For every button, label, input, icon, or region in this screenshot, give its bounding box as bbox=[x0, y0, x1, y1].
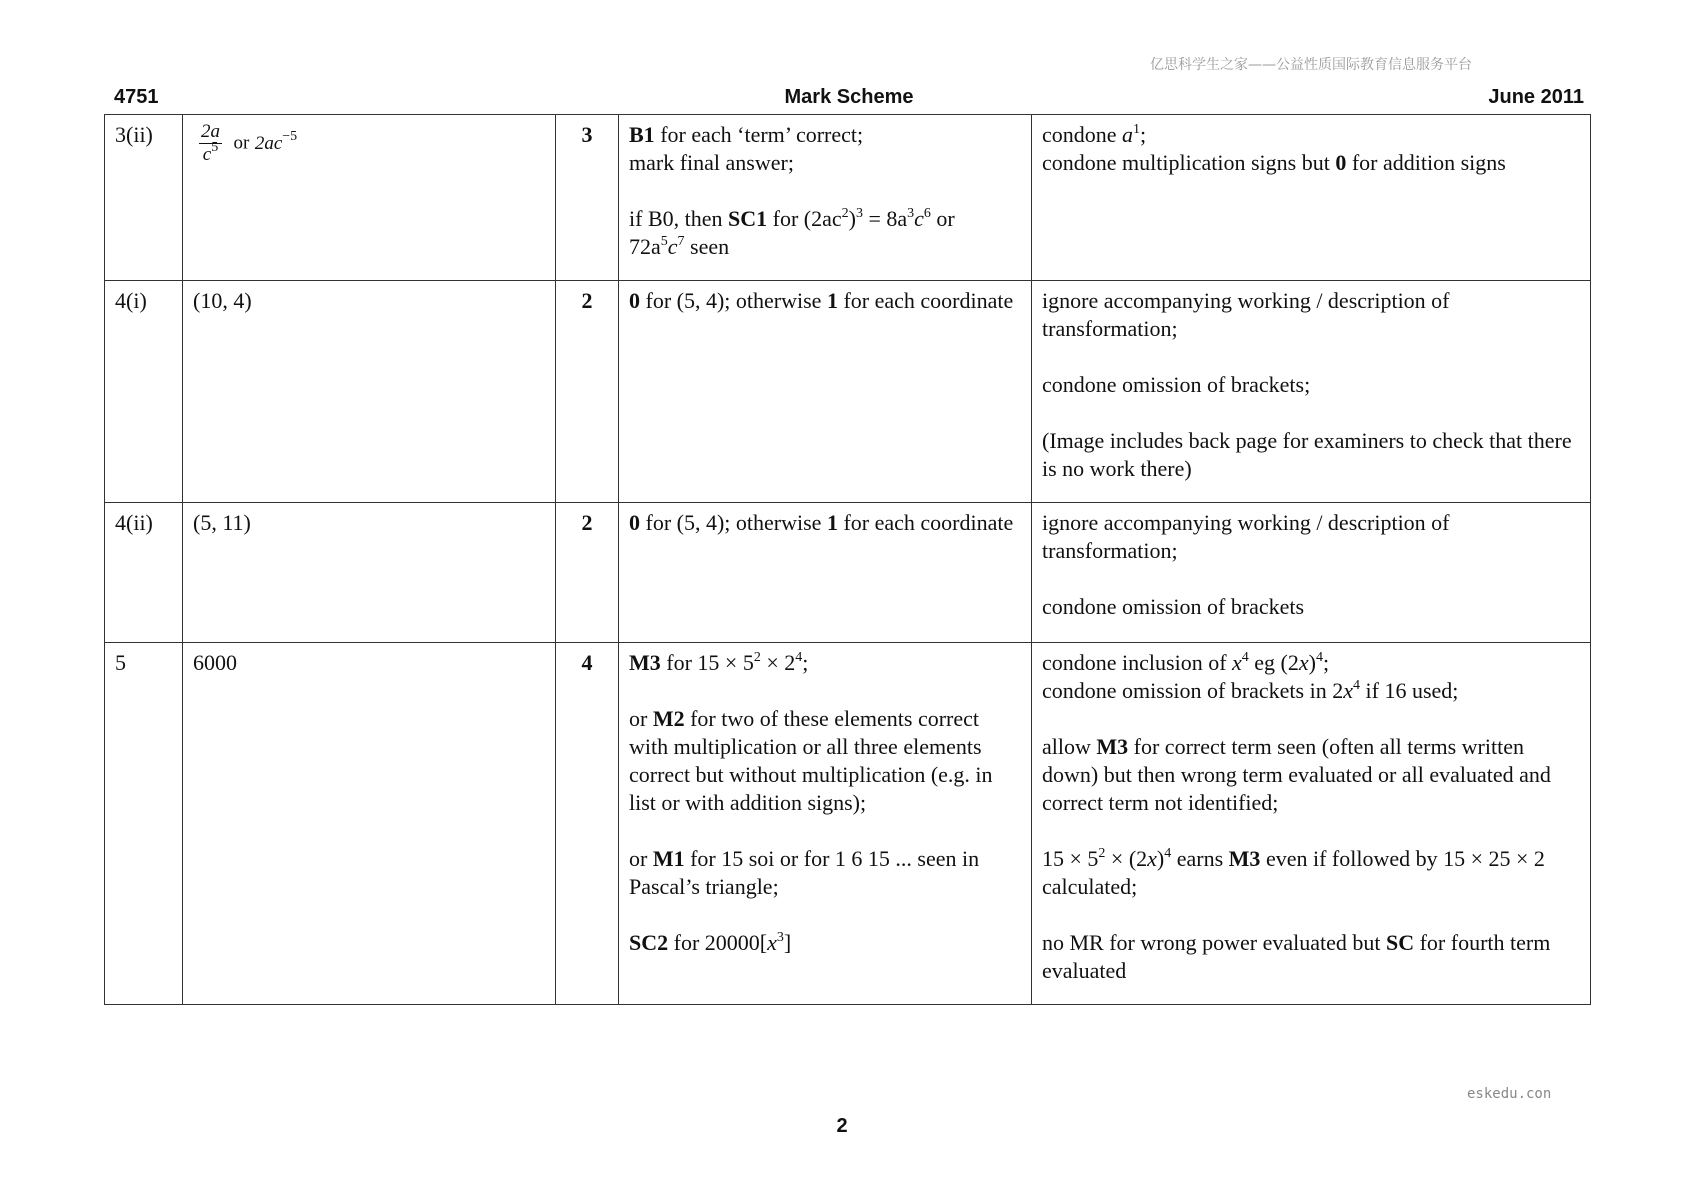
alt-answer: 2ac bbox=[254, 132, 283, 154]
notes-text: (Image includes back page for examiners to check that there is no work there) bbox=[1042, 428, 1572, 481]
guidance-cell bbox=[619, 503, 1032, 643]
notes-cell bbox=[1032, 281, 1591, 503]
question-number: 4(i) bbox=[105, 281, 183, 503]
document-title: Mark Scheme bbox=[784, 86, 914, 108]
guidance-text: if B0, then SC1 for $(2ac^2)^3 = 8a^3c^6$ or $72a^5c^7$ seen bbox=[629, 206, 955, 259]
answer-cell: (5, 11) bbox=[183, 503, 556, 643]
watermark-top: 亿思科学生之家——公益性质国际教育信息服务平台 bbox=[1150, 57, 1472, 73]
mark-scheme-table bbox=[104, 114, 1591, 1005]
guidance-text: 0 for (5, 4); otherwise 1 for each coordinate bbox=[629, 510, 1014, 535]
guidance-cell bbox=[619, 643, 1032, 1005]
exponent: −5 bbox=[282, 128, 298, 144]
notes-text: condone $a^1$; condone multiplication signs but 0 for addition signs bbox=[1042, 122, 1506, 175]
notes-text: ignore accompanying working / description of transformation; bbox=[1042, 510, 1450, 563]
notes-text: condone omission of brackets; bbox=[1042, 372, 1311, 397]
mark-value: 3 bbox=[556, 115, 619, 281]
mark-value: 4 bbox=[556, 643, 619, 1005]
answer-cell bbox=[183, 115, 556, 281]
notes-text: condone omission of brackets bbox=[1042, 594, 1305, 619]
notes-cell bbox=[1032, 643, 1591, 1005]
answer-cell: 6000 bbox=[183, 643, 556, 1005]
question-number: 5 bbox=[105, 643, 183, 1005]
page-number: 2 bbox=[836, 1115, 848, 1137]
notes-text: allow M3 for correct term seen (often all terms written down) but then wrong term evaluated or all evaluated and correct term not identified; bbox=[1042, 734, 1551, 815]
notes-text: ignore accompanying working / description of transformation; bbox=[1042, 288, 1450, 341]
notes-text: $15 \times 5^2 \times (2x)^4$ earns M3 even if followed by 15 × 25 × 2 calculated; bbox=[1042, 846, 1545, 899]
page-header bbox=[114, 86, 1584, 112]
notes-cell bbox=[1032, 503, 1591, 643]
mark-value: 2 bbox=[556, 503, 619, 643]
exam-date: June 2011 bbox=[1488, 86, 1584, 108]
guidance-text: or M2 for two of these elements correct with multiplication or all three elements correct but without multiplication (e.g. in list or with addition signs); bbox=[629, 706, 993, 815]
paper-code: 4751 bbox=[114, 86, 159, 108]
watermark-bottom: eskedu.con bbox=[1467, 1086, 1552, 1102]
notes-text: no MR for wrong power evaluated but SC for fourth term evaluated bbox=[1042, 930, 1551, 983]
fraction-denominator: c bbox=[202, 144, 212, 165]
guidance-text: 0 for (5, 4); otherwise 1 for each coordinate bbox=[629, 288, 1014, 313]
guidance-text: or M1 for 15 soi or for 1 6 15 ... seen in Pascal’s triangle; bbox=[629, 846, 980, 899]
notes-text: condone inclusion of $x^4$ eg $(2x)^4$; condone omission of brackets in $2x^4$ if 16 used; bbox=[1042, 650, 1459, 703]
answer-cell: (10, 4) bbox=[183, 281, 556, 503]
guidance-cell bbox=[619, 281, 1032, 503]
guidance-text: B1 for each ‘term’ correct; mark final answer; bbox=[629, 122, 864, 175]
exponent: 5 bbox=[211, 140, 219, 155]
or-text: or bbox=[233, 132, 250, 154]
notes-cell bbox=[1032, 115, 1591, 281]
table-row bbox=[105, 281, 1591, 503]
table-row bbox=[105, 115, 1591, 281]
fraction-numerator: 2a bbox=[201, 121, 220, 142]
guidance-text: SC2 for $20000[x^3]$ bbox=[629, 930, 792, 955]
question-number: 3(ii) bbox=[105, 115, 183, 281]
fraction bbox=[199, 121, 222, 166]
table-row bbox=[105, 643, 1591, 1005]
guidance-text: M3 for $15 \times 5^2 \times 2^4$; bbox=[629, 650, 809, 675]
mark-value: 2 bbox=[556, 281, 619, 503]
question-number: 4(ii) bbox=[105, 503, 183, 643]
guidance-cell bbox=[619, 115, 1032, 281]
table-row bbox=[105, 503, 1591, 643]
